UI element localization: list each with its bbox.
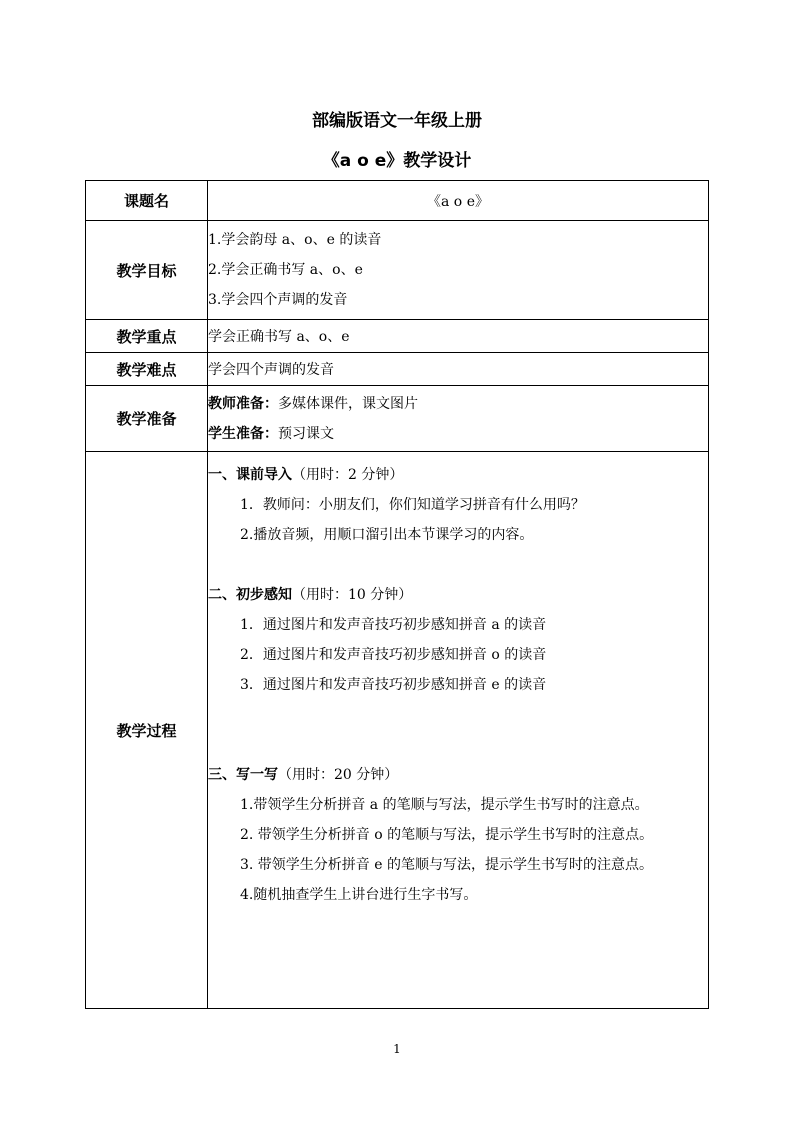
table-row-prep — [86, 386, 709, 452]
row-label-goals: 教学目标 — [86, 221, 208, 320]
process-item: 2．通过图片和发声音技巧初步感知拼音 o 的读音 — [240, 647, 547, 663]
row-label-key: 教学重点 — [86, 320, 208, 353]
goal-item: 2.学会正确书写 a、o、e — [208, 262, 363, 278]
topic-value: 《a o e》 — [208, 181, 709, 221]
document-subtitle: 《a o e》教学设计 — [322, 151, 472, 171]
row-label-topic: 课题名 — [86, 181, 208, 221]
process-item: 2.播放音频，用顺口溜引出本节课学习的内容。 — [240, 527, 534, 543]
document-title: 部编版语文一年级上册 — [312, 111, 482, 131]
process-item: 2. 带领学生分析拼音 o 的笔顺与写法，提示学生书写时的注意点。 — [240, 827, 654, 843]
goals-cell — [208, 221, 709, 320]
table-row-goals — [86, 221, 709, 320]
teacher-prep — [208, 389, 708, 419]
student-prep — [208, 419, 708, 449]
difficulty-value: 学会四个声调的发音 — [208, 353, 709, 386]
row-label-difficulty: 教学难点 — [86, 353, 208, 386]
table-row-process — [86, 452, 709, 1009]
table-row-key — [86, 320, 709, 353]
process-item: 1.带领学生分析拼音 a 的笔顺与写法，提示学生书写时的注意点。 — [240, 797, 649, 813]
process-item: 1．教师问：小朋友们，你们知道学习拼音有什么用吗？ — [240, 497, 585, 513]
prep-cell — [208, 386, 709, 452]
goal-item: 3.学会四个声调的发音 — [208, 292, 348, 308]
process-item: 3．通过图片和发声音技巧初步感知拼音 e 的读音 — [240, 677, 547, 693]
row-label-prep: 教学准备 — [86, 386, 208, 452]
student-prep-value: 预习课文 — [278, 425, 334, 442]
process-item: 3. 带领学生分析拼音 e 的笔顺与写法，提示学生书写时的注意点。 — [240, 857, 653, 873]
lesson-plan-table — [85, 180, 709, 1009]
section-heading: 三、写一写（用时：20 分钟） — [208, 767, 399, 783]
section-heading: 一、课前导入（用时：2 分钟） — [208, 467, 404, 483]
student-prep-label: 学生准备： — [208, 425, 278, 442]
process-item: 1．通过图片和发声音技巧初步感知拼音 a 的读音 — [240, 617, 547, 633]
key-value: 学会正确书写 a、o、e — [208, 320, 709, 353]
row-label-process: 教学过程 — [86, 452, 208, 1009]
goal-item: 1.学会韵母 a、o、e 的读音 — [208, 232, 382, 248]
page-number: 1 — [393, 1042, 401, 1056]
process-cell — [208, 452, 709, 1009]
teacher-prep-value: 多媒体课件，课文图片 — [278, 395, 418, 412]
section-heading: 二、初步感知（用时：10 分钟） — [208, 587, 413, 603]
teacher-prep-label: 教师准备： — [208, 395, 278, 412]
table-row-difficulty — [86, 353, 709, 386]
process-item: 4.随机抽查学生上讲台进行生字书写。 — [240, 887, 478, 903]
table-row-topic — [86, 181, 709, 221]
